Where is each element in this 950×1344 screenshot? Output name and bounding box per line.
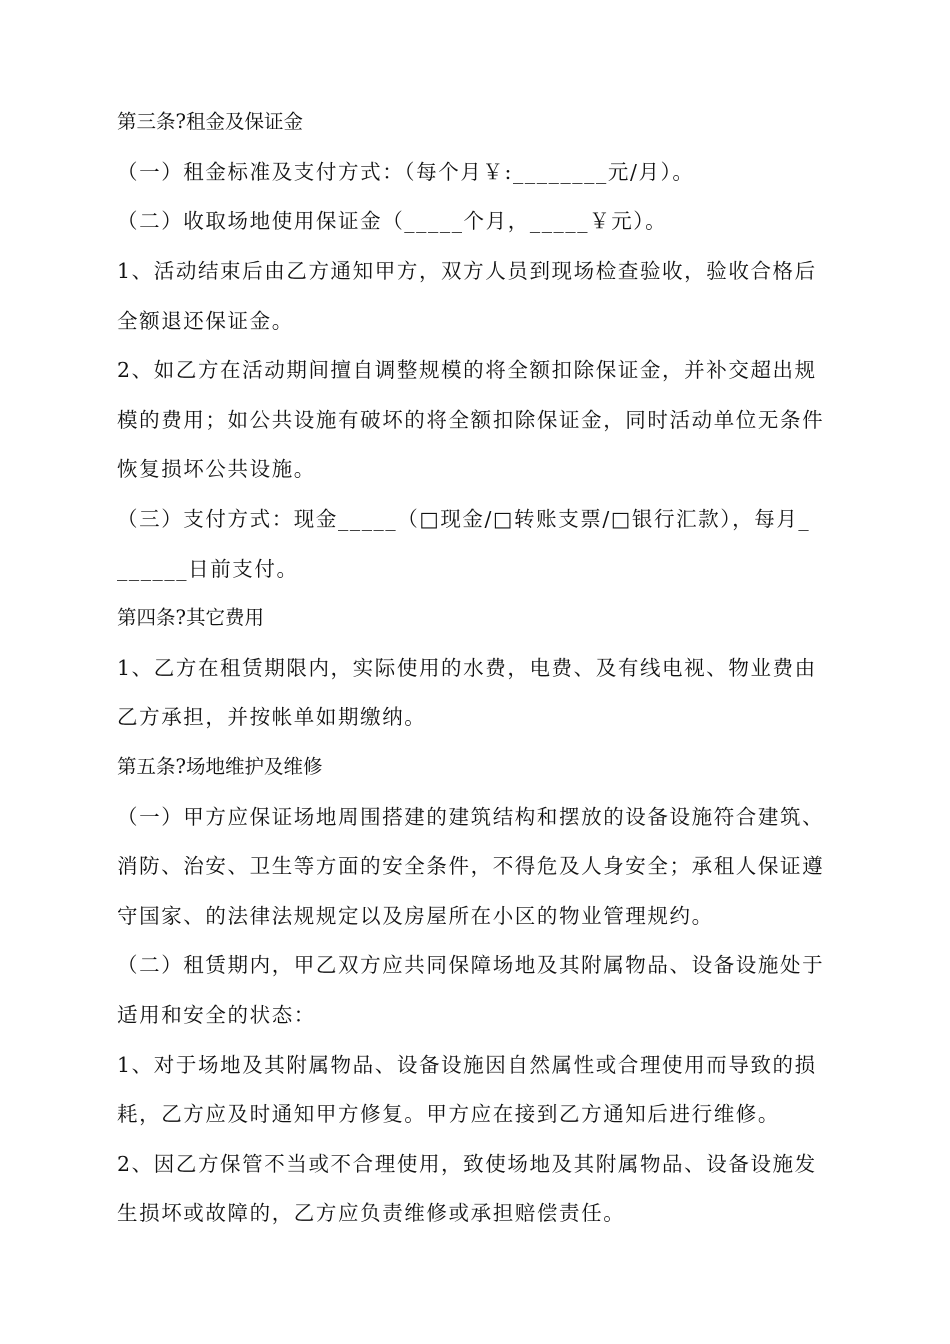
section-heading-article-3: 第三条?租金及保证金 bbox=[117, 110, 303, 133]
paragraph-line: 耗，乙方应及时通知甲方修复。甲方应在接到乙方通知后进行维修。 bbox=[117, 1102, 780, 1126]
paragraph-line: ______日前支付。 bbox=[117, 557, 299, 581]
section-heading-article-5: 第五条?场地维护及维修 bbox=[117, 755, 323, 778]
paragraph-line: 守国家、的法律法规规定以及房屋所在小区的物业管理规约。 bbox=[117, 904, 714, 928]
paragraph-line: 全额退还保证金。 bbox=[117, 309, 294, 333]
paragraph-rent-standard: （一）租金标准及支付方式：（每个月￥:________元/月）。 bbox=[117, 160, 695, 184]
section-heading-article-4: 第四条?其它费用 bbox=[117, 606, 264, 629]
paragraph-line: 2、因乙方保管不当或不合理使用，致使场地及其附属物品、设备设施发 bbox=[117, 1152, 817, 1176]
paragraph-line: 1、对于场地及其附属物品、设备设施因自然属性或合理使用而导致的损 bbox=[117, 1053, 817, 1077]
paragraph-line: 1、活动结束后由乙方通知甲方，双方人员到现场检查验收，验收合格后 bbox=[117, 259, 817, 283]
paragraph-line: 2、如乙方在活动期间擅自调整规模的将全额扣除保证金，并补交超出规 bbox=[117, 358, 817, 382]
paragraph-line: 恢复损坏公共设施。 bbox=[117, 457, 316, 481]
paragraph-deposit: （二）收取场地使用保证金（_____个月，_____￥元）。 bbox=[117, 209, 668, 233]
paragraph-line: 适用和安全的状态： bbox=[117, 1003, 316, 1027]
paragraph-line: 乙方承担，并按帐单如期缴纳。 bbox=[117, 705, 427, 729]
paragraph-line: 生损坏或故障的，乙方应负责维修或承担赔偿责任。 bbox=[117, 1201, 626, 1225]
paragraph-line: 模的费用；如公共设施有破坏的将全额扣除保证金，同时活动单位无条件 bbox=[117, 408, 825, 432]
paragraph-line: 消防、治安、卫生等方面的安全条件，不得危及人身安全；承租人保证遵 bbox=[117, 854, 825, 878]
paragraph-line: 1、乙方在租赁期限内，实际使用的水费，电费、及有线电视、物业费由 bbox=[117, 656, 817, 680]
paragraph-line: （二）租赁期内，甲乙双方应共同保障场地及其附属物品、设备设施处于 bbox=[117, 953, 825, 977]
paragraph-payment-method: （三）支付方式：现金_____（□现金/□转账支票/□银行汇款），每月_ bbox=[117, 507, 811, 531]
paragraph-line: （一）甲方应保证场地周围搭建的建筑结构和摆放的设备设施符合建筑、 bbox=[117, 805, 825, 829]
